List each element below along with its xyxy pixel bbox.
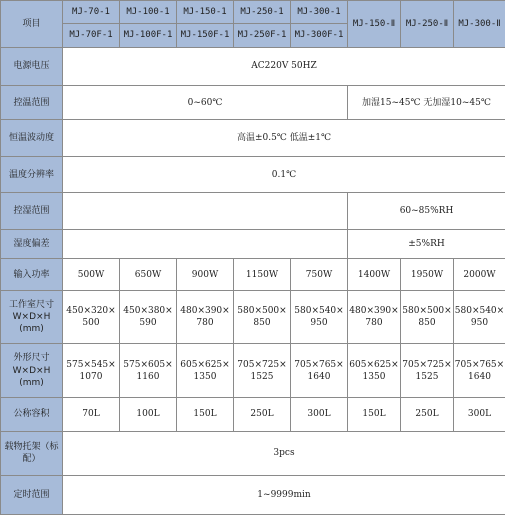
size-line: 950 bbox=[310, 318, 328, 329]
label-line: 工作室尺寸 bbox=[8, 300, 54, 311]
input-power-cell: 1400W bbox=[348, 258, 401, 291]
row-label: 控湿范围 bbox=[1, 192, 63, 229]
row-label bbox=[1, 291, 63, 344]
size-line: 575×545× bbox=[66, 359, 116, 370]
chamber-size-cell bbox=[177, 291, 234, 344]
size-line: 450×320× bbox=[66, 306, 116, 317]
size-line: 705×725× bbox=[402, 359, 452, 370]
row-chamber-size bbox=[1, 291, 505, 344]
input-power-cell: 500W bbox=[63, 258, 120, 291]
model-name: MJ-300F-1 bbox=[294, 29, 344, 40]
row-shelf bbox=[1, 431, 505, 476]
size-line: 780 bbox=[365, 318, 383, 329]
row-input-power bbox=[1, 258, 505, 291]
size-line: 705×765× bbox=[454, 359, 505, 370]
model-name: MJ-100-1 bbox=[120, 1, 176, 24]
outer-size-cell bbox=[234, 344, 291, 398]
input-power-cell: 900W bbox=[177, 258, 234, 291]
row-label bbox=[1, 344, 63, 398]
model-name: MJ-250F-1 bbox=[237, 29, 287, 40]
model-header-1 bbox=[63, 1, 120, 48]
temp-range-value-1: 0~60℃ bbox=[63, 86, 348, 120]
row-label: 输入功率 bbox=[1, 258, 63, 291]
row-label: 公称容积 bbox=[1, 398, 63, 432]
size-line: 450×380× bbox=[123, 306, 173, 317]
size-line: 1640 bbox=[468, 371, 491, 382]
chamber-size-cell bbox=[63, 291, 120, 344]
temp-fluct-value: 高温±0.5℃ 低温±1℃ bbox=[63, 119, 505, 157]
row-temp-fluct bbox=[1, 119, 505, 157]
size-line: 480×390× bbox=[180, 306, 230, 317]
header-row bbox=[1, 1, 505, 48]
size-line: 575×605× bbox=[123, 359, 173, 370]
size-line: 850 bbox=[418, 318, 436, 329]
label-line: W×D×H bbox=[12, 365, 51, 376]
size-line: 500 bbox=[82, 318, 100, 329]
row-volume bbox=[1, 398, 505, 432]
chamber-size-cell bbox=[401, 291, 454, 344]
row-temp-res bbox=[1, 157, 505, 193]
volume-cell: 300L bbox=[454, 398, 505, 432]
size-line: 1070 bbox=[79, 371, 103, 382]
humid-range-empty bbox=[63, 192, 348, 229]
outer-size-cell bbox=[63, 344, 120, 398]
temp-range-value-2: 加湿15~45℃ 无加湿10~45℃ bbox=[348, 86, 505, 120]
outer-size-cell bbox=[401, 344, 454, 398]
size-line: 1525 bbox=[250, 371, 274, 382]
input-power-cell: 650W bbox=[120, 258, 177, 291]
label-line: 外形尺寸 bbox=[13, 353, 50, 364]
temp-res-value: 0.1℃ bbox=[63, 157, 505, 193]
size-line: 950 bbox=[470, 318, 489, 329]
size-line: 1350 bbox=[193, 371, 217, 382]
row-temp-range bbox=[1, 86, 505, 120]
model-header-2 bbox=[120, 1, 177, 48]
size-line: 605×625× bbox=[349, 359, 399, 370]
row-label: 温度分辨率 bbox=[1, 157, 63, 193]
row-humid-range bbox=[1, 192, 505, 229]
humid-dev-empty bbox=[63, 229, 348, 258]
outer-size-cell bbox=[177, 344, 234, 398]
shelf-value: 3pcs bbox=[63, 431, 505, 476]
input-power-cell: 1150W bbox=[234, 258, 291, 291]
size-line: 480×390× bbox=[349, 306, 399, 317]
outer-size-cell bbox=[348, 344, 401, 398]
size-line: 580×500× bbox=[237, 306, 287, 317]
chamber-size-cell bbox=[454, 291, 505, 344]
size-line: 1350 bbox=[362, 371, 386, 382]
size-line: 850 bbox=[253, 318, 271, 329]
model-header-4 bbox=[234, 1, 291, 48]
outer-size-cell bbox=[291, 344, 348, 398]
size-line: 1160 bbox=[136, 371, 160, 382]
volume-cell: 150L bbox=[177, 398, 234, 432]
model-header-3 bbox=[177, 1, 234, 48]
label-line: 载物托架（标 bbox=[4, 442, 59, 453]
row-power-supply bbox=[1, 47, 505, 86]
model-name: MJ-150F-1 bbox=[180, 29, 230, 40]
volume-cell: 150L bbox=[348, 398, 401, 432]
timer-value: 1~9999min bbox=[63, 476, 505, 515]
volume-cell: 300L bbox=[291, 398, 348, 432]
model-name: MJ-100F-1 bbox=[123, 29, 173, 40]
size-line: 1525 bbox=[415, 371, 439, 382]
row-label: 电源电压 bbox=[1, 47, 63, 86]
model-header-5 bbox=[291, 1, 348, 48]
volume-cell: 70L bbox=[63, 398, 120, 432]
row-outer-size bbox=[1, 344, 505, 398]
model-name: MJ-70F-1 bbox=[69, 29, 113, 40]
row-label bbox=[1, 431, 63, 476]
size-line: 1640 bbox=[307, 371, 331, 382]
size-line: 580×540× bbox=[294, 306, 344, 317]
row-timer bbox=[1, 476, 505, 515]
input-power-cell: 750W bbox=[291, 258, 348, 291]
chamber-size-cell bbox=[291, 291, 348, 344]
row-label: 定时范围 bbox=[1, 476, 63, 515]
outer-size-cell bbox=[120, 344, 177, 398]
header-label: 项目 bbox=[1, 1, 63, 48]
chamber-size-cell bbox=[120, 291, 177, 344]
label-line: W×D×H bbox=[12, 312, 51, 323]
outer-size-cell bbox=[454, 344, 505, 398]
model-name: MJ-300-1 bbox=[291, 1, 347, 24]
model-header-6: MJ-150-Ⅱ bbox=[348, 1, 401, 48]
model-name: MJ-70-1 bbox=[63, 1, 119, 24]
volume-cell: 250L bbox=[234, 398, 291, 432]
size-line: 590 bbox=[139, 318, 157, 329]
humid-range-value: 60~85%RH bbox=[348, 192, 505, 229]
size-line: 580×540× bbox=[454, 306, 505, 317]
power-supply-value: AC220V 50HZ bbox=[63, 47, 505, 86]
label-line: (mm) bbox=[19, 324, 44, 335]
row-label: 湿度偏差 bbox=[1, 229, 63, 258]
size-line: 705×725× bbox=[237, 359, 287, 370]
row-label: 恒温波动度 bbox=[1, 119, 63, 157]
label-line: 配） bbox=[22, 454, 41, 465]
label-line: (mm) bbox=[19, 377, 44, 388]
size-line: 605×625× bbox=[180, 359, 230, 370]
volume-cell: 250L bbox=[401, 398, 454, 432]
row-humid-dev bbox=[1, 229, 505, 258]
humid-dev-value: ±5%RH bbox=[348, 229, 505, 258]
chamber-size-cell bbox=[234, 291, 291, 344]
model-header-8: MJ-300-Ⅱ bbox=[454, 1, 505, 48]
chamber-size-cell bbox=[348, 291, 401, 344]
model-header-7: MJ-250-Ⅱ bbox=[401, 1, 454, 48]
input-power-cell: 2000W bbox=[454, 258, 505, 291]
size-line: 705×765× bbox=[294, 359, 344, 370]
size-line: 580×500× bbox=[402, 306, 452, 317]
model-name: MJ-150-1 bbox=[177, 1, 233, 24]
model-name: MJ-250-1 bbox=[234, 1, 290, 24]
row-label: 控温范围 bbox=[1, 86, 63, 120]
input-power-cell: 1950W bbox=[401, 258, 454, 291]
size-line: 780 bbox=[196, 318, 214, 329]
volume-cell: 100L bbox=[120, 398, 177, 432]
